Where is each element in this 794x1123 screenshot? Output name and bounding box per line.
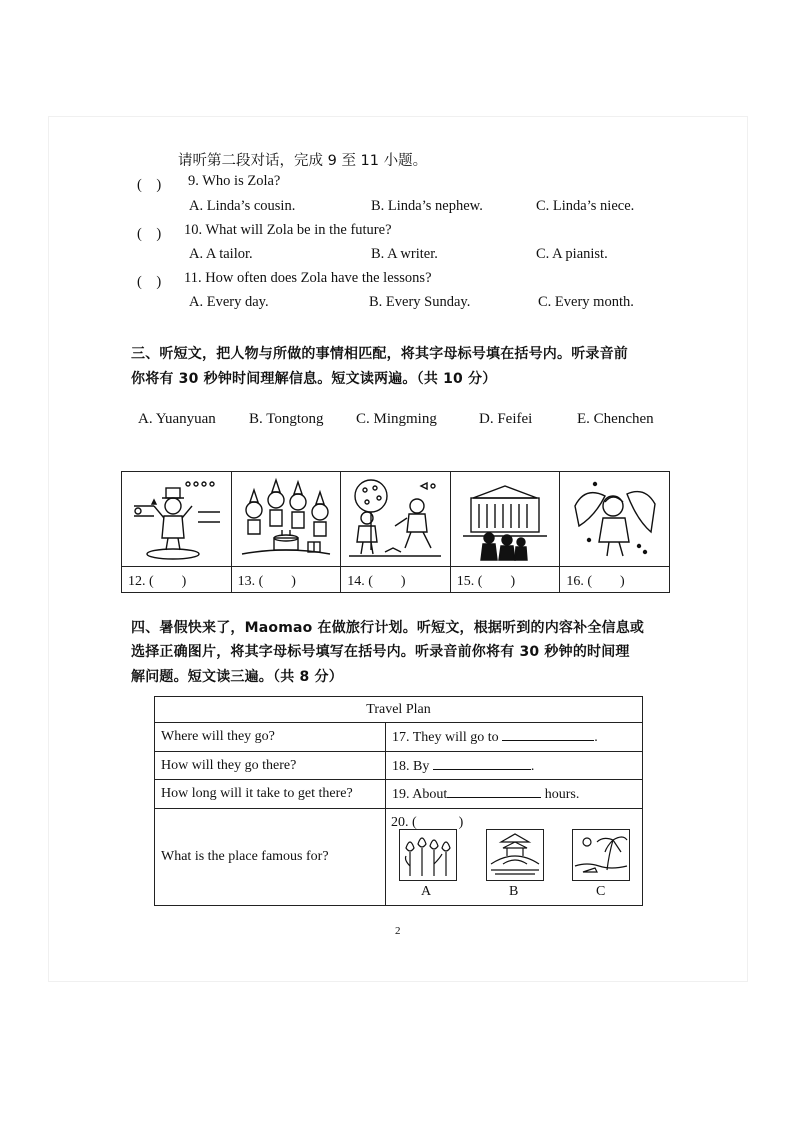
name-option-b: B. Tongtong	[249, 411, 324, 427]
answer-19-blank[interactable]	[447, 785, 541, 798]
choice-a-letter: A	[421, 884, 432, 899]
plan-answer-19	[386, 780, 643, 808]
choice-c-letter: C	[596, 884, 606, 899]
part2-instruction: 请听第二段对话，完成 9 至 11 小题。	[178, 153, 428, 169]
answer-18-suffix: .	[530, 758, 535, 774]
q11-option-c: C. Every month.	[538, 294, 634, 310]
answer-18-blank[interactable]	[433, 757, 531, 770]
picture-cell-15	[450, 472, 560, 567]
section4-heading-line1: 四、暑假快来了，Maomao 在做旅行计划。听短文，根据听到的内容补全信息或	[131, 620, 645, 636]
tree-planting-icon	[345, 476, 445, 562]
picture-cell-12	[122, 472, 232, 567]
answer-label-14[interactable]: 14. ( )	[341, 567, 451, 593]
q9-stem: 9. Who is Zola?	[188, 173, 281, 189]
section3-heading-line2: 你将有 30 秒钟时间理解信息。短文读两遍。（共 10 分）	[131, 371, 497, 387]
ribbon-dance-icon	[565, 476, 665, 562]
picture-cell-16	[560, 472, 670, 567]
q11-answer-paren[interactable]: ( )	[137, 274, 162, 290]
museum-visit-icon	[455, 476, 555, 562]
answer-label-13[interactable]: 13. ( )	[231, 567, 341, 593]
section3-heading-line1: 三、听短文，把人物与所做的事情相匹配，将其字母标号填在括号内。听录音前	[131, 346, 628, 362]
plan-question-20: What is the place famous for?	[155, 808, 386, 906]
page-number: 2	[395, 925, 401, 937]
q9-option-c: C. Linda’s niece.	[536, 198, 635, 214]
answer-20-paren[interactable]: 20. ( )	[391, 815, 464, 830]
plan-answer-17	[386, 723, 643, 752]
answer-17-blank[interactable]	[502, 728, 594, 741]
answer-label-16[interactable]: 16. ( )	[560, 567, 670, 593]
q10-option-a: A. A tailor.	[189, 246, 253, 262]
q9-option-a: A. Linda’s cousin.	[189, 198, 296, 214]
q11-option-a: A. Every day.	[189, 294, 269, 310]
section4-heading-line2: 选择正确图片，将其字母标号填写在括号内。听录音前你将有 30 秒钟的时间理	[131, 644, 630, 660]
choice-a-picture[interactable]	[399, 829, 457, 881]
choice-b-picture[interactable]	[486, 829, 544, 881]
choice-c-picture[interactable]	[572, 829, 630, 881]
beach-palm-icon	[573, 830, 629, 880]
q10-answer-paren[interactable]: ( )	[137, 226, 162, 242]
q11-option-b: B. Every Sunday.	[369, 294, 471, 310]
answer-19-prefix: 19. About	[392, 786, 448, 802]
name-option-e: E. Chenchen	[577, 411, 654, 427]
tulip-icon	[400, 830, 456, 880]
q9-option-b: B. Linda’s nephew.	[371, 198, 483, 214]
plan-question-19: How long will it take to get there?	[155, 780, 386, 808]
picture-cell-13	[231, 472, 341, 567]
q10-option-c: C. A pianist.	[536, 246, 608, 262]
name-option-d: D. Feifei	[479, 411, 533, 427]
magician-icon	[126, 476, 226, 562]
answer-17-prefix: 17. They will go to	[392, 730, 499, 746]
answer-label-15[interactable]: 15. ( )	[450, 567, 560, 593]
q10-stem: 10. What will Zola be in the future?	[184, 222, 392, 238]
name-option-a: A. Yuanyuan	[138, 411, 216, 427]
q10-option-b: B. A writer.	[371, 246, 438, 262]
choice-b-letter: B	[509, 884, 519, 899]
name-option-c: C. Mingming	[356, 411, 437, 427]
matching-picture-table	[121, 471, 670, 593]
travel-plan-title: Travel Plan	[155, 697, 643, 723]
answer-18-prefix: 18. By	[392, 758, 430, 774]
picture-cell-14	[341, 472, 451, 567]
q11-stem: 11. How often does Zola have the lessons?	[184, 270, 432, 286]
plan-question-18: How will they go there?	[155, 752, 386, 780]
answer-label-12[interactable]: 12. ( )	[122, 567, 232, 593]
plan-question-17: Where will they go?	[155, 723, 386, 752]
birthday-party-icon	[236, 476, 336, 562]
answer-19-suffix: hours.	[541, 786, 580, 802]
section4-heading-line3: 解问题。短文读三遍。（共 8 分）	[131, 669, 343, 685]
q9-answer-paren[interactable]: ( )	[137, 177, 162, 193]
bridge-pavilion-icon	[487, 830, 543, 880]
answer-17-suffix: .	[594, 730, 598, 746]
plan-answer-18	[386, 752, 643, 780]
